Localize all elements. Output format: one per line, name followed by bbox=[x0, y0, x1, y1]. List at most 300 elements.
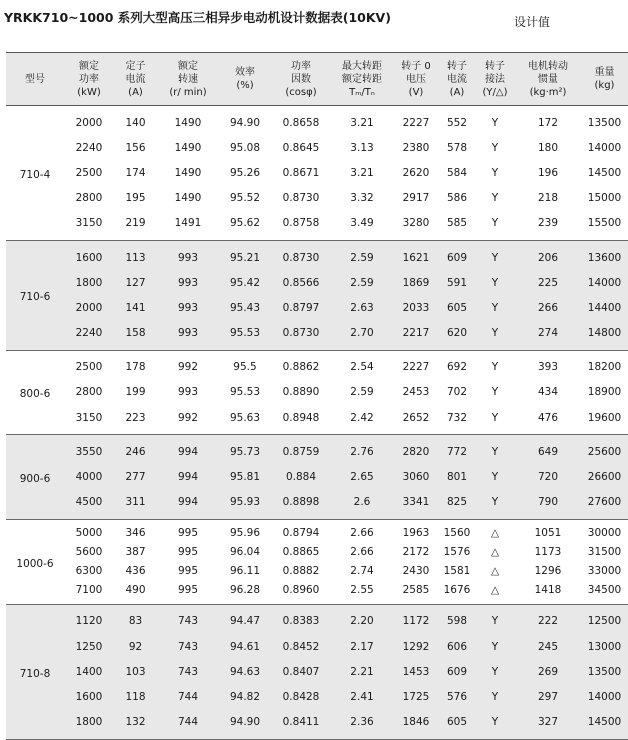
column-header-line: (Y/△) bbox=[482, 86, 508, 98]
model-group bbox=[6, 106, 628, 241]
table-cell: 223 bbox=[125, 411, 146, 424]
table-cell: 1172 bbox=[393, 604, 439, 634]
table-cell: 95.53 bbox=[229, 386, 261, 399]
table-cell: 27600 bbox=[581, 490, 628, 520]
table-cell: 1800 bbox=[64, 710, 114, 740]
model-group bbox=[6, 350, 628, 435]
table-cell: 246 bbox=[114, 435, 157, 465]
table-cell: 0.8882 bbox=[282, 565, 320, 578]
motor-spec-table bbox=[6, 52, 628, 740]
table-cell: 95.08 bbox=[229, 141, 261, 154]
table-cell: 14000 bbox=[581, 270, 628, 295]
table-cell: 0.8645 bbox=[282, 141, 320, 154]
table-cell: 2.42 bbox=[350, 411, 374, 424]
table-cell: 387 bbox=[125, 546, 146, 559]
table-cell: Y bbox=[491, 192, 499, 205]
table-cell: 94.90 bbox=[229, 116, 261, 129]
table-cell: 0.8960 bbox=[282, 584, 320, 597]
table-cell: 2.21 bbox=[331, 659, 393, 684]
table-cell: 26600 bbox=[581, 464, 628, 489]
model-group bbox=[6, 240, 628, 350]
table-cell: 132 bbox=[114, 710, 157, 740]
table-cell: 2430 bbox=[402, 565, 430, 578]
table-cell: 1250 bbox=[64, 634, 114, 659]
table-cell: 174 bbox=[125, 166, 146, 179]
table-cell: 31500 bbox=[587, 546, 622, 559]
table-cell: 2.65 bbox=[331, 464, 393, 489]
table-cell: 94.63 bbox=[219, 659, 271, 684]
table-cell: 3.21 bbox=[350, 116, 374, 129]
table-cell: Y bbox=[475, 270, 515, 295]
table-cell: 2217 bbox=[393, 321, 439, 351]
table-row bbox=[6, 106, 628, 136]
table-cell: 2172 bbox=[402, 546, 430, 559]
column-header-line: (r/ min) bbox=[169, 86, 207, 98]
table-cell: 585 bbox=[446, 217, 468, 230]
table-cell: 266 bbox=[515, 295, 581, 320]
table-cell: 1963 bbox=[402, 527, 430, 540]
table-cell: 95.96 bbox=[229, 527, 261, 540]
table-cell: 178 bbox=[125, 361, 146, 374]
table-cell: 327 bbox=[515, 710, 581, 740]
table-cell: △ bbox=[490, 527, 500, 540]
table-cell: 3150 bbox=[75, 411, 103, 424]
table-cell: 992 bbox=[177, 411, 199, 424]
table-cell: 4000 bbox=[64, 464, 114, 489]
table-row bbox=[6, 490, 628, 520]
table-cell: 606 bbox=[439, 634, 475, 659]
table-cell: 95.26 bbox=[229, 166, 261, 179]
table-row bbox=[6, 160, 628, 185]
table-cell: 994 bbox=[157, 435, 219, 465]
table-cell: 1846 bbox=[393, 710, 439, 740]
table-cell: 2.54 bbox=[350, 361, 374, 374]
table-cell: 2240 bbox=[64, 321, 114, 351]
column-header-line: (kg) bbox=[594, 80, 615, 91]
table-cell: 744 bbox=[157, 684, 219, 709]
table-cell: 609 bbox=[439, 240, 475, 270]
table-cell: 18900 bbox=[587, 386, 622, 399]
table-cell: 994 bbox=[157, 464, 219, 489]
table-cell: 0.8797 bbox=[271, 295, 331, 320]
table-cell: 2.59 bbox=[350, 386, 374, 399]
table-cell: 3550 bbox=[64, 435, 114, 465]
table-cell: 30000 bbox=[587, 527, 622, 540]
table-cell: 476 bbox=[537, 411, 559, 424]
table-cell: 0.8890 bbox=[282, 386, 320, 399]
table-cell: 1725 bbox=[393, 684, 439, 709]
column-header bbox=[6, 53, 64, 106]
model-cell: 1000-6 bbox=[16, 557, 54, 570]
table-cell: 0.8671 bbox=[282, 166, 320, 179]
table-cell: 2.76 bbox=[331, 435, 393, 465]
table-cell: 993 bbox=[177, 386, 199, 399]
column-header-line: (cosφ) bbox=[285, 86, 317, 98]
table-cell: 96.28 bbox=[229, 584, 261, 597]
table-cell: 1296 bbox=[534, 565, 562, 578]
table-cell: 2500 bbox=[75, 166, 103, 179]
table-cell: 14000 bbox=[587, 141, 622, 154]
table-row bbox=[6, 295, 628, 320]
table-cell: 584 bbox=[446, 166, 468, 179]
table-cell: 2.41 bbox=[331, 684, 393, 709]
model-cell: 800-6 bbox=[19, 388, 51, 401]
column-header bbox=[393, 53, 439, 106]
table-cell: Y bbox=[475, 321, 515, 351]
table-cell: 2453 bbox=[402, 386, 430, 399]
table-row bbox=[6, 240, 628, 270]
table-row bbox=[6, 659, 628, 684]
table-row bbox=[6, 135, 628, 160]
table-cell: 0.8428 bbox=[271, 684, 331, 709]
table-cell: 1418 bbox=[534, 584, 562, 597]
table-cell: 5000 bbox=[75, 527, 103, 540]
table-row bbox=[6, 634, 628, 659]
column-header-line: 接法 bbox=[485, 73, 505, 85]
table-cell: 1292 bbox=[393, 634, 439, 659]
column-header bbox=[114, 53, 157, 106]
table-cell: Y bbox=[475, 659, 515, 684]
column-header bbox=[475, 53, 515, 106]
table-cell: 0.8898 bbox=[271, 490, 331, 520]
table-cell: 2240 bbox=[75, 141, 103, 154]
table-cell: 222 bbox=[515, 604, 581, 634]
table-cell: 2.55 bbox=[350, 584, 374, 597]
column-header-line: 型号 bbox=[25, 73, 45, 85]
table-cell: 2033 bbox=[393, 295, 439, 320]
table-cell: 180 bbox=[537, 141, 559, 154]
table-row bbox=[6, 519, 628, 543]
table-cell: 15000 bbox=[587, 192, 622, 205]
table-cell: 2000 bbox=[64, 295, 114, 320]
table-cell: 195 bbox=[125, 192, 146, 205]
table-cell: 1051 bbox=[534, 527, 562, 540]
table-row bbox=[6, 270, 628, 295]
table-cell: 552 bbox=[446, 116, 468, 129]
table-row bbox=[6, 604, 628, 634]
table-cell: 2.63 bbox=[331, 295, 393, 320]
table-cell: 140 bbox=[125, 116, 146, 129]
table-cell: 277 bbox=[114, 464, 157, 489]
column-header bbox=[581, 53, 628, 106]
table-cell: 2.36 bbox=[331, 710, 393, 740]
model-group bbox=[6, 519, 628, 604]
column-header-line: 功率 bbox=[291, 60, 311, 72]
table-cell: 94.90 bbox=[219, 710, 271, 740]
table-cell: 3150 bbox=[75, 217, 103, 230]
table-cell: 346 bbox=[125, 527, 146, 540]
table-cell: 0.8759 bbox=[271, 435, 331, 465]
table-cell: 393 bbox=[537, 361, 559, 374]
table-cell: 605 bbox=[439, 710, 475, 740]
table-row bbox=[6, 380, 628, 405]
column-header-line: 电流 bbox=[125, 73, 146, 85]
table-cell: Y bbox=[491, 116, 499, 129]
table-cell: Y bbox=[475, 684, 515, 709]
table-cell: 772 bbox=[439, 435, 475, 465]
table-cell: Y bbox=[475, 464, 515, 489]
table-cell: 95.43 bbox=[219, 295, 271, 320]
table-cell: 311 bbox=[114, 490, 157, 520]
table-cell: 2.20 bbox=[331, 604, 393, 634]
table-cell: 13000 bbox=[581, 634, 628, 659]
table-cell: 993 bbox=[157, 321, 219, 351]
table-row bbox=[6, 684, 628, 709]
table-cell: 1600 bbox=[64, 240, 114, 270]
table-row bbox=[6, 321, 628, 351]
column-header bbox=[271, 53, 331, 106]
table-cell: 83 bbox=[114, 604, 157, 634]
table-row bbox=[6, 710, 628, 740]
table-cell: 33000 bbox=[587, 565, 622, 578]
table-cell: 206 bbox=[515, 240, 581, 270]
table-cell: 12500 bbox=[581, 604, 628, 634]
table-cell: 995 bbox=[177, 565, 199, 578]
column-header-line: 惯量 bbox=[538, 73, 558, 85]
table-cell: 3060 bbox=[393, 464, 439, 489]
table-cell: 1581 bbox=[443, 565, 471, 578]
table-cell: 1490 bbox=[174, 166, 202, 179]
table-row bbox=[6, 464, 628, 489]
column-header-line: 额定转距 bbox=[342, 73, 382, 85]
column-header bbox=[64, 53, 114, 106]
table-cell: 436 bbox=[125, 565, 146, 578]
table-cell: 0.8411 bbox=[271, 710, 331, 740]
table-cell: 14400 bbox=[581, 295, 628, 320]
table-row bbox=[6, 581, 628, 605]
table-cell: 2227 bbox=[402, 116, 430, 129]
table-cell: 274 bbox=[515, 321, 581, 351]
table-cell: 0.8407 bbox=[271, 659, 331, 684]
table-cell: 2227 bbox=[402, 361, 430, 374]
table-cell: 297 bbox=[515, 684, 581, 709]
table-cell: Y bbox=[475, 295, 515, 320]
table-cell: 0.8865 bbox=[282, 546, 320, 559]
table-cell: Y bbox=[491, 141, 499, 154]
table-cell: 2380 bbox=[402, 141, 430, 154]
column-header bbox=[515, 53, 581, 106]
table-cell: 720 bbox=[515, 464, 581, 489]
table-cell: Y bbox=[475, 634, 515, 659]
table-cell: 2500 bbox=[75, 361, 103, 374]
table-cell: 825 bbox=[439, 490, 475, 520]
column-header-line: 转子 bbox=[447, 60, 467, 72]
table-row bbox=[6, 543, 628, 562]
table-cell: 1576 bbox=[443, 546, 471, 559]
table-cell: 25600 bbox=[581, 435, 628, 465]
table-cell: 1621 bbox=[393, 240, 439, 270]
table-cell: 0.8794 bbox=[282, 527, 320, 540]
table-cell: 1400 bbox=[64, 659, 114, 684]
column-header bbox=[439, 53, 475, 106]
column-header-line: (%) bbox=[236, 80, 254, 91]
table-cell: 2000 bbox=[75, 116, 103, 129]
table-cell: 225 bbox=[515, 270, 581, 295]
table-cell: 994 bbox=[157, 490, 219, 520]
table-cell: 94.61 bbox=[219, 634, 271, 659]
table-cell: △ bbox=[490, 584, 500, 597]
column-header bbox=[219, 53, 271, 106]
table-cell: 3.32 bbox=[350, 192, 374, 205]
table-row bbox=[6, 350, 628, 380]
table-cell: 620 bbox=[439, 321, 475, 351]
column-header-line: 电压 bbox=[406, 73, 426, 85]
column-header-line: (kg·m²) bbox=[529, 86, 567, 98]
table-cell: 127 bbox=[114, 270, 157, 295]
table-cell: 2.59 bbox=[331, 240, 393, 270]
table-cell: 1560 bbox=[443, 527, 471, 540]
table-cell: 1869 bbox=[393, 270, 439, 295]
table-cell: 995 bbox=[177, 546, 199, 559]
table-cell: 14500 bbox=[581, 710, 628, 740]
table-cell: Y bbox=[475, 490, 515, 520]
table-cell: 196 bbox=[537, 166, 559, 179]
table-cell: 96.11 bbox=[229, 565, 261, 578]
table-cell: 586 bbox=[446, 192, 468, 205]
table-cell: 702 bbox=[446, 386, 468, 399]
table-cell: 0.8658 bbox=[282, 116, 320, 129]
table-cell: 2.6 bbox=[331, 490, 393, 520]
table-cell: 2917 bbox=[402, 192, 430, 205]
table-cell: 1173 bbox=[534, 546, 562, 559]
table-cell: 4500 bbox=[64, 490, 114, 520]
table-cell: 3341 bbox=[393, 490, 439, 520]
table-cell: △ bbox=[490, 565, 500, 578]
table-cell: 692 bbox=[446, 361, 468, 374]
column-header-line: 效率 bbox=[235, 67, 255, 78]
table-cell: 14000 bbox=[581, 684, 628, 709]
table-cell: 0.8730 bbox=[271, 240, 331, 270]
table-cell: 118 bbox=[114, 684, 157, 709]
model-group bbox=[6, 435, 628, 520]
table-cell: 95.5 bbox=[233, 361, 257, 374]
table-cell: 1491 bbox=[174, 217, 202, 230]
table-cell: 992 bbox=[177, 361, 199, 374]
column-header-line: 转子 bbox=[485, 60, 505, 72]
table-cell: 219 bbox=[125, 217, 146, 230]
table-cell: 269 bbox=[515, 659, 581, 684]
table-cell: 2.59 bbox=[331, 270, 393, 295]
design-value-label: 设计值 bbox=[514, 15, 551, 29]
table-cell: 790 bbox=[515, 490, 581, 520]
table-cell: 0.8758 bbox=[282, 217, 320, 230]
header-row bbox=[6, 53, 628, 106]
table-cell: 6300 bbox=[75, 565, 103, 578]
table-cell: Y bbox=[475, 435, 515, 465]
column-header-line: 转子 0 bbox=[401, 60, 431, 72]
table-cell: 598 bbox=[439, 604, 475, 634]
column-header-line: 额定 bbox=[79, 60, 99, 72]
table-cell: 576 bbox=[439, 684, 475, 709]
table-cell: 2.66 bbox=[350, 546, 374, 559]
column-header-line: Tₘ/Tₙ bbox=[349, 86, 375, 98]
table-cell: 1453 bbox=[393, 659, 439, 684]
table-cell: 578 bbox=[446, 141, 468, 154]
table-cell: 96.04 bbox=[229, 546, 261, 559]
table-cell: 0.8730 bbox=[271, 321, 331, 351]
table-cell: 141 bbox=[114, 295, 157, 320]
table-cell: 1800 bbox=[64, 270, 114, 295]
column-header-line: (A) bbox=[449, 86, 465, 98]
table-cell: 801 bbox=[439, 464, 475, 489]
table-cell: 95.73 bbox=[219, 435, 271, 465]
table-cell: 113 bbox=[114, 240, 157, 270]
table-cell: 103 bbox=[114, 659, 157, 684]
table-cell: 172 bbox=[537, 116, 559, 129]
table-cell: 993 bbox=[157, 240, 219, 270]
table-cell: 995 bbox=[177, 584, 199, 597]
table-cell: 2800 bbox=[75, 192, 103, 205]
table-cell: 156 bbox=[125, 141, 146, 154]
model-cell: 710-8 bbox=[6, 604, 64, 739]
table-cell: 2800 bbox=[75, 386, 103, 399]
table-title: YRKK710~1000 系列大型高压三相异步电动机设计数据表(10KV) bbox=[4, 10, 391, 25]
table-cell: 1490 bbox=[174, 192, 202, 205]
table-cell: 158 bbox=[114, 321, 157, 351]
column-header-line: 定子 bbox=[125, 60, 146, 72]
table-cell: 2620 bbox=[402, 166, 430, 179]
table-cell: 199 bbox=[125, 386, 146, 399]
table-cell: 18200 bbox=[587, 361, 622, 374]
column-header-line: (V) bbox=[408, 86, 424, 98]
table-cell: 1490 bbox=[174, 116, 202, 129]
table-cell: 744 bbox=[157, 710, 219, 740]
table-cell: 95.42 bbox=[219, 270, 271, 295]
column-header bbox=[157, 53, 219, 106]
table-row bbox=[6, 405, 628, 435]
table-cell: Y bbox=[491, 217, 499, 230]
table-row bbox=[6, 562, 628, 581]
table-cell: Y bbox=[491, 386, 499, 399]
table-cell: 3.21 bbox=[350, 166, 374, 179]
table-cell: 2.70 bbox=[331, 321, 393, 351]
table-cell: 0.8862 bbox=[282, 361, 320, 374]
model-group bbox=[6, 604, 628, 739]
table-cell: 2.17 bbox=[331, 634, 393, 659]
table-cell: 94.82 bbox=[219, 684, 271, 709]
table-cell: Y bbox=[491, 361, 499, 374]
table-cell: 15500 bbox=[587, 217, 622, 230]
table-cell: 0.8566 bbox=[271, 270, 331, 295]
table-cell: 95.93 bbox=[219, 490, 271, 520]
table-cell: 1676 bbox=[443, 584, 471, 597]
table-cell: 995 bbox=[177, 527, 199, 540]
column-header-line: (A) bbox=[128, 86, 143, 98]
table-cell: 2.66 bbox=[350, 527, 374, 540]
table-cell: 34500 bbox=[587, 584, 622, 597]
table-row bbox=[6, 211, 628, 241]
table-cell: 95.63 bbox=[229, 411, 261, 424]
table-cell: 218 bbox=[537, 192, 559, 205]
table-cell: 591 bbox=[439, 270, 475, 295]
table-cell: 743 bbox=[157, 604, 219, 634]
column-header-line: 电流 bbox=[447, 73, 467, 85]
table-cell: 3.13 bbox=[350, 141, 374, 154]
table-cell: 743 bbox=[157, 634, 219, 659]
column-header-line: (kW) bbox=[77, 86, 101, 98]
table-cell: 13500 bbox=[587, 116, 622, 129]
table-cell: 434 bbox=[537, 386, 559, 399]
table-cell: Y bbox=[475, 240, 515, 270]
table-cell: 2585 bbox=[402, 584, 430, 597]
table-cell: Y bbox=[491, 411, 499, 424]
table-cell: 3280 bbox=[402, 217, 430, 230]
column-header-line: 电机转动 bbox=[528, 60, 568, 72]
table-cell: 0.8383 bbox=[271, 604, 331, 634]
column-header bbox=[331, 53, 393, 106]
table-cell: 649 bbox=[515, 435, 581, 465]
table-cell: 490 bbox=[125, 584, 146, 597]
